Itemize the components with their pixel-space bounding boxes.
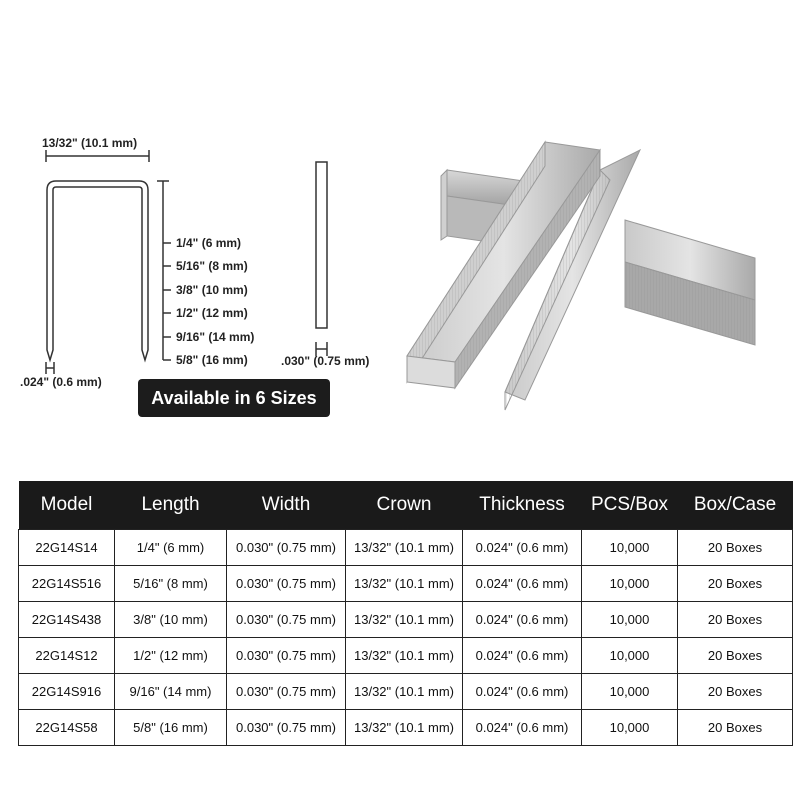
cell-crown: 13/32" (10.1 mm) — [346, 638, 463, 674]
column-header-crown: Crown — [346, 481, 463, 530]
cell-box-case: 20 Boxes — [678, 710, 793, 746]
cell-box-case: 20 Boxes — [678, 566, 793, 602]
cell-thickness: 0.024" (0.6 mm) — [463, 710, 582, 746]
cell-length: 5/16" (8 mm) — [115, 566, 227, 602]
cell-length: 1/4" (6 mm) — [115, 530, 227, 566]
cell-model: 22G14S438 — [19, 602, 115, 638]
table-row — [19, 566, 793, 602]
column-header-thickness: Thickness — [463, 481, 582, 530]
cell-pcs-box: 10,000 — [582, 674, 678, 710]
cell-length: 3/8" (10 mm) — [115, 602, 227, 638]
cell-box-case: 20 Boxes — [678, 674, 793, 710]
column-header-box-case: Box/Case — [678, 481, 793, 530]
cell-width: 0.030" (0.75 mm) — [227, 566, 346, 602]
length-label: 9/16" (14 mm) — [176, 330, 255, 344]
cell-box-case: 20 Boxes — [678, 530, 793, 566]
staple-side-view — [316, 162, 327, 328]
cell-model: 22G14S58 — [19, 710, 115, 746]
table-row — [19, 602, 793, 638]
cell-width: 0.030" (0.75 mm) — [227, 638, 346, 674]
cell-thickness: 0.024" (0.6 mm) — [463, 638, 582, 674]
cell-box-case: 20 Boxes — [678, 638, 793, 674]
cell-crown: 13/32" (10.1 mm) — [346, 674, 463, 710]
cell-box-case: 20 Boxes — [678, 602, 793, 638]
cell-length: 1/2" (12 mm) — [115, 638, 227, 674]
width-label: .030" (0.75 mm) — [281, 354, 370, 368]
length-label: 1/2" (12 mm) — [176, 306, 248, 320]
table-header-row — [19, 481, 793, 530]
column-header-pcs-box: PCS/Box — [582, 481, 678, 530]
length-label: 1/4" (6 mm) — [176, 236, 242, 250]
cell-width: 0.030" (0.75 mm) — [227, 602, 346, 638]
crown-label: 13/32" (10.1 mm) — [42, 136, 138, 150]
cell-crown: 13/32" (10.1 mm) — [346, 710, 463, 746]
cell-crown: 13/32" (10.1 mm) — [346, 566, 463, 602]
cell-crown: 13/32" (10.1 mm) — [346, 602, 463, 638]
cell-pcs-box: 10,000 — [582, 602, 678, 638]
cell-thickness: 0.024" (0.6 mm) — [463, 566, 582, 602]
cell-crown: 13/32" (10.1 mm) — [346, 530, 463, 566]
cell-length: 9/16" (14 mm) — [115, 674, 227, 710]
column-header-width: Width — [227, 481, 346, 530]
cell-model: 22G14S516 — [19, 566, 115, 602]
staple-outline — [47, 181, 148, 360]
cell-length: 5/8" (16 mm) — [115, 710, 227, 746]
column-header-length: Length — [115, 481, 227, 530]
cell-width: 0.030" (0.75 mm) — [227, 710, 346, 746]
length-label: 3/8" (10 mm) — [176, 283, 248, 297]
cell-width: 0.030" (0.75 mm) — [227, 674, 346, 710]
cell-thickness: 0.024" (0.6 mm) — [463, 674, 582, 710]
cell-model: 22G14S14 — [19, 530, 115, 566]
cell-model: 22G14S12 — [19, 638, 115, 674]
cell-thickness: 0.024" (0.6 mm) — [463, 602, 582, 638]
column-header-model: Model — [19, 481, 115, 530]
staple-strips-image — [395, 130, 785, 420]
thickness-label: .024" (0.6 mm) — [20, 375, 102, 389]
cell-width: 0.030" (0.75 mm) — [227, 530, 346, 566]
cell-pcs-box: 10,000 — [582, 710, 678, 746]
cell-pcs-box: 10,000 — [582, 530, 678, 566]
cell-pcs-box: 10,000 — [582, 566, 678, 602]
length-label: 5/8" (16 mm) — [176, 353, 248, 367]
cell-thickness: 0.024" (0.6 mm) — [463, 530, 582, 566]
table-row — [19, 530, 793, 566]
table-row — [19, 674, 793, 710]
sizes-badge: Available in 6 Sizes — [138, 379, 330, 417]
cell-model: 22G14S916 — [19, 674, 115, 710]
table-row — [19, 710, 793, 746]
cell-pcs-box: 10,000 — [582, 638, 678, 674]
specifications-table — [18, 481, 793, 746]
length-label: 5/16" (8 mm) — [176, 259, 248, 273]
table-row — [19, 638, 793, 674]
